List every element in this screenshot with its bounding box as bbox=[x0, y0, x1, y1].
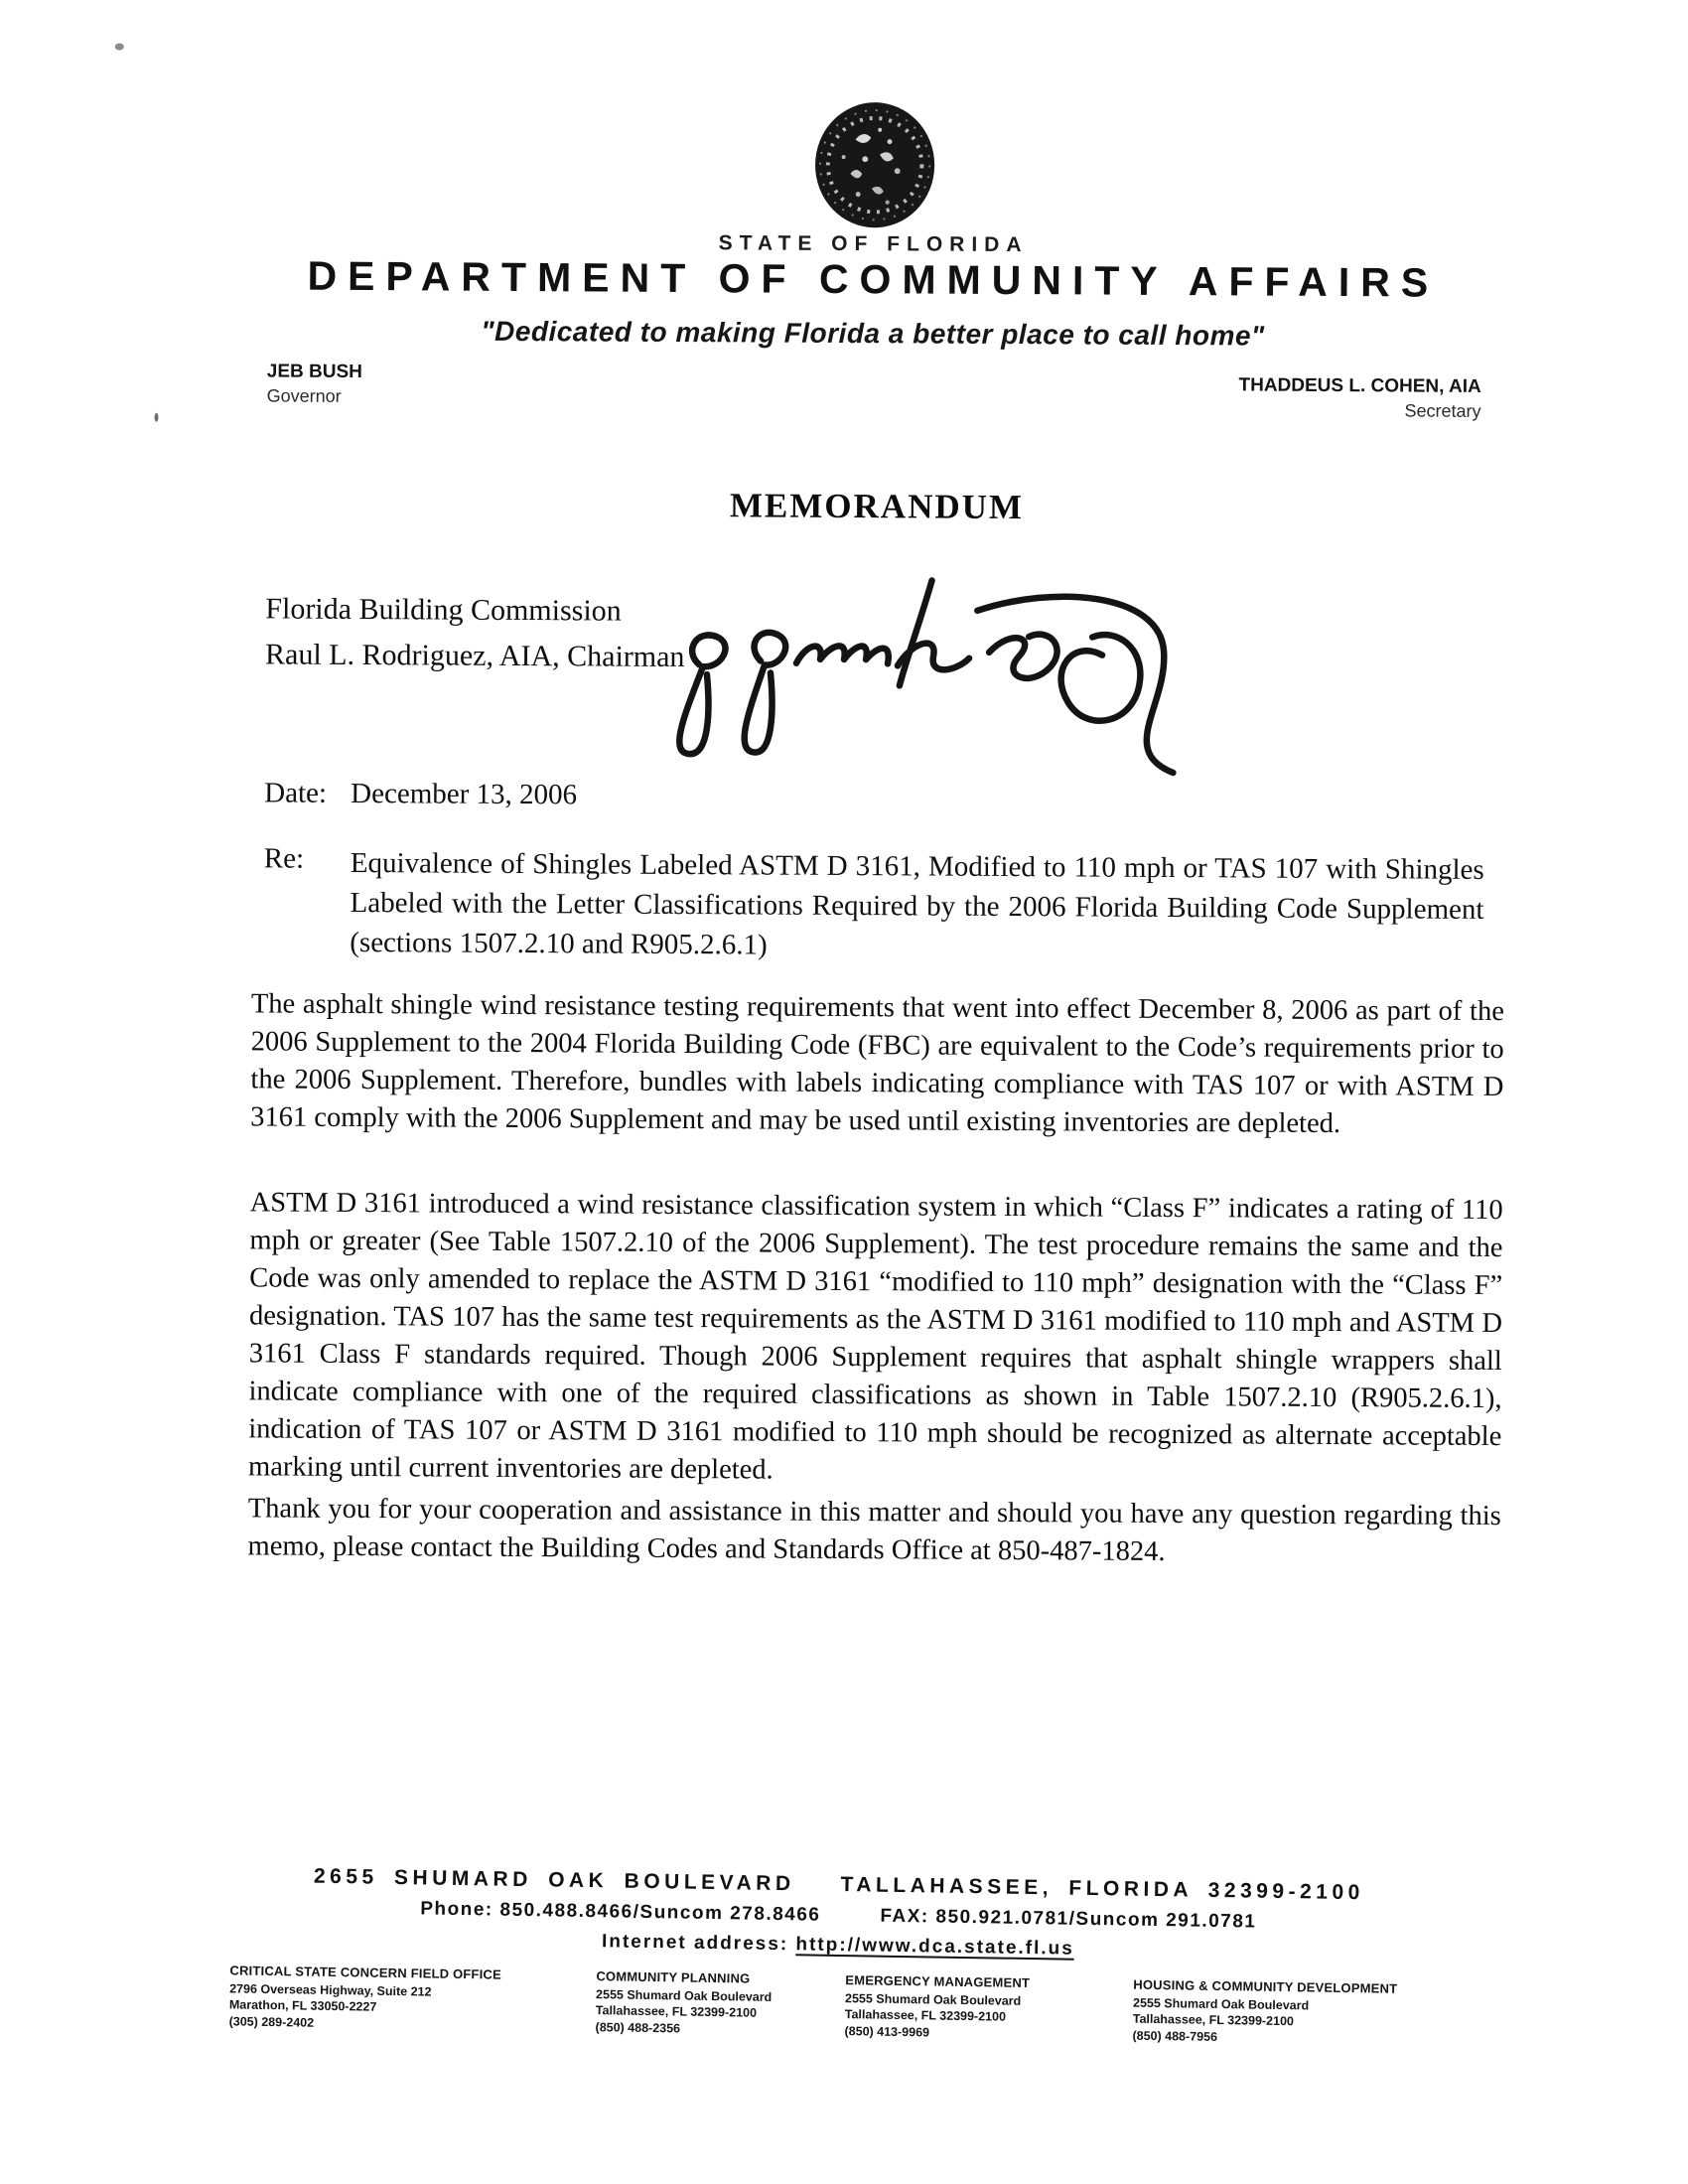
office-column-community-planning bbox=[595, 1968, 844, 2039]
office-address-line: Tallahassee, FL 32399-2100 bbox=[1132, 2011, 1295, 2029]
department-tagline: "Dedicated to making Florida a better place to call home" bbox=[481, 315, 1265, 352]
body-paragraph-2: ASTM D 3161 introduced a wind resistance classification system in which “Class F” indicates a rating of 110 mph or greater (See Table 1507.2.10 of the 2006 Supplement). The test procedure remains the same and the Code was only amended to replace the ASTM D 3161 “modified to 110 mph” designation with the “Class F” designation. TAS 107 has the same test requirements as the ASTM D 3161 modified to 110 mph and ASTM D 3161 Class F standards required. Though 2006 Supplement requires that asphalt shingle wrappers shall indicate compliance with one of the required classifications as shown in Table 1507.2.10 (R905.2.6.1), indication of TAS 107 or ASTM D 3161 modified to 110 mph should be recognized as alternate acceptable marking until current inventories are depleted. bbox=[247, 1187, 1503, 1486]
office-name: HOUSING & COMMUNITY DEVELOPMENT bbox=[1133, 1976, 1398, 1996]
office-name: EMERGENCY MANAGEMENT bbox=[845, 1972, 1031, 1991]
secretary-block bbox=[1238, 373, 1480, 422]
office-column-housing-development bbox=[1132, 1977, 1476, 2049]
letterhead-footer bbox=[0, 1850, 1683, 2184]
addressee-organization: Florida Building Commission bbox=[265, 592, 622, 628]
office-address-line: 2555 Shumard Oak Boulevard bbox=[596, 1986, 773, 2004]
office-phone-line: (305) 289-2402 bbox=[228, 2013, 315, 2030]
office-name: COMMUNITY PLANNING bbox=[596, 1968, 751, 1986]
office-name: CRITICAL STATE CONCERN FIELD OFFICE bbox=[229, 1963, 502, 1982]
office-address-line: 2555 Shumard Oak Boulevard bbox=[844, 1990, 1022, 2008]
office-address-line: Tallahassee, FL 32399-2100 bbox=[595, 2003, 758, 2020]
governor-block bbox=[267, 360, 362, 408]
scan-speck bbox=[115, 43, 124, 50]
governor-title: Governor bbox=[266, 385, 342, 406]
addressee-person: Raul L. Rodriguez, AIA, Chairman bbox=[264, 638, 685, 674]
chairman-signature bbox=[656, 563, 1194, 780]
subject-row bbox=[263, 842, 1484, 961]
body-paragraph-3: Thank you for your cooperation and assistance in this matter and should you have any question regarding this memo, please contact the Building Codes and Standards Office at 850-487-1824. bbox=[247, 1493, 1501, 1567]
office-address-line: Tallahassee, FL 32399-2100 bbox=[844, 2007, 1007, 2024]
internet-address-label: Internet address: bbox=[601, 1931, 789, 1956]
date-label: Date: bbox=[264, 777, 328, 809]
florida-state-seal-icon bbox=[811, 99, 939, 231]
office-address-line: Marathon, FL 33050-2227 bbox=[228, 1997, 377, 2014]
office-address-line: 2555 Shumard Oak Boulevard bbox=[1132, 1995, 1310, 2012]
body-paragraph-1: The asphalt shingle wind resistance testing requirements that went into effect December 8, 2006 as part of the 2006 Supplement to the 2004 Florida Building Code (FBC) are equivalent to the Code’s requirements prior to the 2006 Supplement. Therefore, bundles with labels indicating compliance with TAS 107 or with ASTM D 3161 comply with the 2006 Supplement and may be used until existing inventories are depleted. bbox=[250, 988, 1504, 1140]
memorandum-title: MEMORANDUM bbox=[729, 486, 1025, 527]
footer-street: 2655 SHUMARD OAK BOULEVARD bbox=[313, 1864, 795, 1896]
office-column-critical-state bbox=[229, 1963, 588, 2035]
re-label: Re: bbox=[263, 842, 305, 875]
secretary-title: Secretary bbox=[1404, 400, 1481, 421]
office-column-emergency-management bbox=[844, 1972, 1108, 2043]
footer-fax: FAX: 850.921.0781/Suncom 291.0781 bbox=[880, 1905, 1257, 1933]
scan-speck bbox=[155, 413, 159, 422]
governor-name: JEB BUSH bbox=[266, 361, 362, 383]
date-value: December 13, 2006 bbox=[351, 777, 578, 811]
office-phone-line: (850) 488-7956 bbox=[1132, 2028, 1218, 2044]
date-row bbox=[264, 777, 578, 811]
footer-city: TALLAHASSEE, FLORIDA 32399-2100 bbox=[840, 1873, 1364, 1905]
office-phone-line: (850) 488-2356 bbox=[595, 2019, 681, 2035]
secretary-name: THADDEUS L. COHEN, AIA bbox=[1238, 374, 1481, 397]
re-subject-text: Equivalence of Shingles Labeled ASTM D 3161, Modified to 110 mph or TAS 107 with Shingles Labeled with the Letter Classifications Required by the 2006 Florida Building Code Supplement (sections 1507.2.10 and R905.2.6.1) bbox=[350, 846, 1484, 961]
office-address-line: 2796 Overseas Highway, Suite 212 bbox=[229, 1980, 432, 1999]
addressee-block bbox=[265, 586, 685, 680]
internet-address-link[interactable]: http://www.dca.state.fl.us bbox=[795, 1934, 1074, 1960]
department-title: DEPARTMENT OF COMMUNITY AFFAIRS bbox=[307, 252, 1440, 306]
state-of-florida-line: STATE OF FLORIDA bbox=[718, 231, 1029, 257]
office-phone-line: (850) 413-9969 bbox=[844, 2023, 930, 2039]
footer-phone: Phone: 850.488.8466/Suncom 278.8466 bbox=[420, 1898, 821, 1926]
